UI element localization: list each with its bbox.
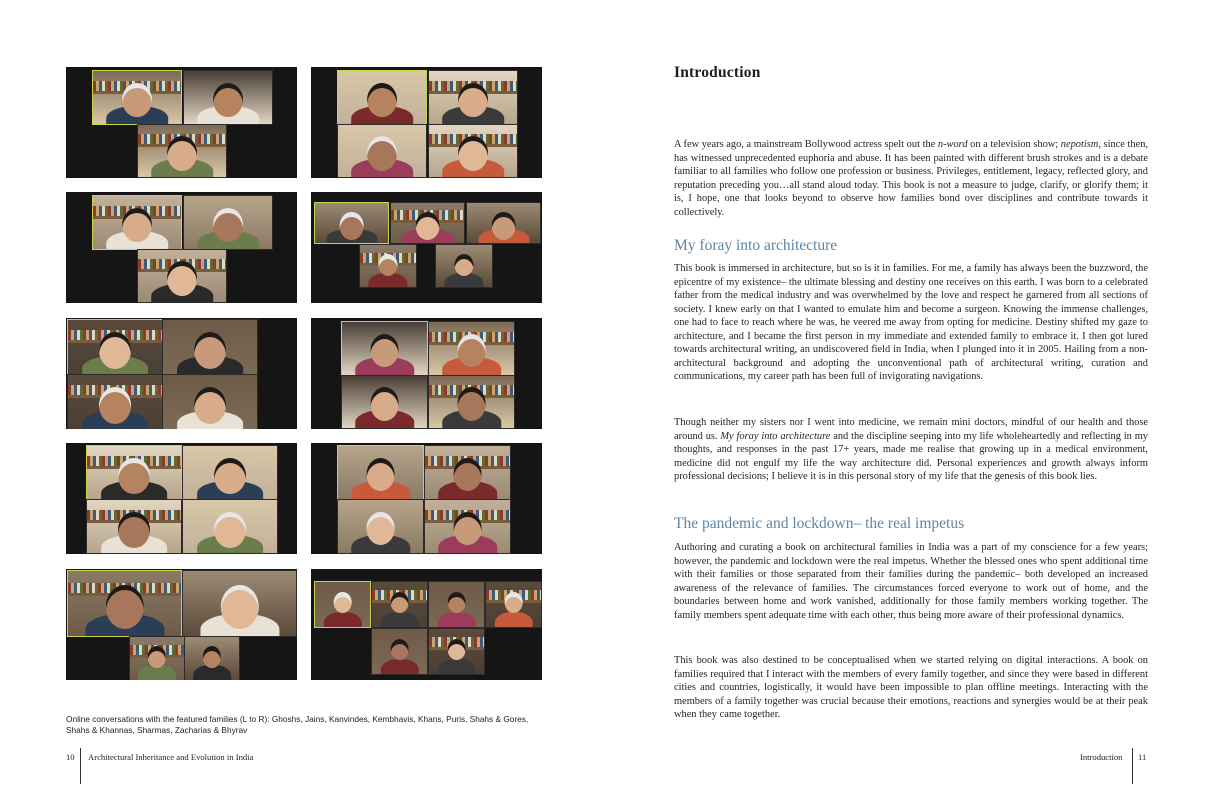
photo-caption: Online conversations with the featured families (L to R): Ghoshs, Jains, Kanvindes, Kembhavis, Khans, Puris, Shahs & Gores, Shahs & Khannas, Sharmas, Zacharias & Bhyrav (66, 714, 529, 735)
folio-title-right: Introduction (1080, 752, 1123, 762)
folio-number-left: 10 (66, 752, 75, 762)
person-head-graphic (366, 512, 395, 545)
person-body-graphic (437, 659, 476, 675)
folio-title-left: Architectural Inheritance and Evolution in India (88, 752, 254, 762)
person-body-graphic (437, 612, 476, 628)
foray-paragraph-2 (674, 416, 1148, 484)
person-head-graphic (457, 387, 486, 420)
person-head-graphic (504, 592, 523, 613)
participant-tile (182, 570, 297, 637)
participant-tile (435, 244, 493, 288)
person-head-graphic (453, 512, 482, 545)
person-head-graphic (213, 83, 243, 117)
participant-tile (67, 374, 163, 429)
person-head-graphic (458, 83, 488, 117)
person-head-graphic (118, 458, 150, 495)
participant-tile (86, 499, 182, 554)
participant-tile (314, 581, 371, 628)
person-head-graphic (447, 592, 466, 613)
participant-tile (341, 375, 428, 429)
participant-tile (337, 70, 427, 125)
page-title: Introduction (674, 64, 761, 81)
person-head-graphic (457, 334, 486, 367)
intro-text-2: on a television show; (967, 139, 1061, 150)
video-call-screenshot (66, 67, 297, 178)
person-head-graphic (367, 83, 397, 117)
participant-tile (67, 319, 163, 375)
person-head-graphic (99, 387, 131, 424)
participant-tile (92, 195, 182, 250)
person-head-graphic (333, 592, 352, 613)
folio-divider-right (1132, 748, 1133, 784)
person-head-graphic (118, 512, 150, 549)
video-call-screenshot (66, 318, 297, 429)
participant-tile (183, 195, 273, 250)
video-call-screenshot (311, 569, 542, 680)
foray2-text-2: and the discipline seeping into my life wholeheartedly and reflecting in my thoughts, and responses in the past 17+ years, made me realise that growing up in a medical environment, medicine did not engulf my life the way architecture did. Personal experiences and growth always inform professional decisions; I believe it is in this personal story of my life that the genesis of this book lies. (674, 430, 1148, 482)
person-head-graphic (194, 332, 226, 369)
participant-tile (337, 499, 424, 554)
participant-tile (466, 202, 541, 244)
participant-tile (182, 499, 278, 554)
person-head-graphic (167, 136, 197, 170)
person-head-graphic (167, 261, 197, 295)
person-head-graphic (194, 387, 226, 424)
foray2-italic: My foray into architecture (720, 430, 831, 442)
video-call-screenshot (311, 192, 542, 303)
person-body-graphic (380, 612, 419, 628)
person-head-graphic (213, 208, 243, 242)
person-body-graphic (323, 612, 362, 628)
person-head-graphic (148, 646, 166, 667)
participant-tile (67, 570, 182, 637)
intro-italic-1: n-word (937, 139, 968, 150)
video-call-screenshot (66, 192, 297, 303)
intro-text-3: , since then, has witnessed unprecedented euphoria and abuse. It has been painted with different brush strokes and is a debate familiar to all families who follow one profession or business. Privileges, entitlement, legacy, reflected glory, and reputation preceding you…all stand aloud today. This book is not a measure to judge, clarify, or glorify them; it is, I hope, one that looks beyond to observe how families bond over disciplines and contribute towards it collectively. (674, 139, 1148, 218)
participant-tile (129, 636, 185, 680)
person-head-graphic (122, 208, 152, 242)
person-head-graphic (458, 136, 488, 170)
participant-tile (182, 445, 278, 500)
participant-tile (485, 581, 542, 628)
participant-tile (428, 581, 485, 628)
person-head-graphic (214, 458, 246, 495)
person-head-graphic (390, 639, 409, 660)
participant-tile (184, 636, 240, 680)
person-head-graphic (122, 83, 152, 117)
person-body-graphic (138, 665, 176, 680)
person-body-graphic (193, 665, 231, 680)
participant-tile (162, 374, 258, 429)
participant-tile (359, 244, 417, 288)
person-head-graphic (214, 512, 246, 549)
person-head-graphic (454, 254, 473, 276)
participant-tile (162, 319, 258, 375)
person-body-graphic (380, 659, 419, 675)
participant-tile (337, 445, 424, 500)
section-heading-pandemic: The pandemic and lockdown– the real impetus (674, 515, 965, 532)
video-call-screenshot (66, 443, 297, 554)
participant-tile (183, 70, 273, 125)
video-call-screenshot (311, 443, 542, 554)
participant-tile (86, 445, 182, 500)
intro-italic-2: nepotism (1060, 139, 1099, 150)
person-head-graphic (453, 458, 482, 491)
section-heading-foray: My foray into architecture (674, 237, 838, 254)
person-head-graphic (339, 212, 364, 241)
participant-tile (390, 202, 465, 244)
person-head-graphic (370, 334, 399, 367)
person-head-graphic (366, 458, 395, 491)
video-call-screenshot (311, 318, 542, 429)
intro-text-1: A few years ago, a mainstream Bollywood actress spelt out the (674, 139, 938, 150)
foray2-text-1: Though neither my sisters nor I went into medicine, we remain mini doctors, mindful of our health and those around us. (674, 417, 1148, 442)
person-head-graphic (99, 332, 131, 369)
participant-tile (371, 628, 428, 675)
participant-tile (424, 445, 511, 500)
person-head-graphic (447, 639, 466, 660)
intro-paragraph (674, 138, 1148, 219)
person-head-graphic (367, 136, 397, 170)
person-head-graphic (370, 387, 399, 420)
participant-tile (137, 124, 227, 178)
folio-number-right: 11 (1138, 752, 1147, 762)
person-head-graphic (203, 646, 221, 667)
participant-tile (371, 581, 428, 628)
person-head-graphic (491, 212, 516, 241)
participant-tile (137, 249, 227, 303)
person-body-graphic (494, 612, 533, 628)
video-call-screenshot (66, 569, 297, 680)
foray-paragraph-1: This book is immersed in architecture, but so is it in families. For me, a family has always been the buzzword, the epicentre of my existence– the ultimate blessing and destiny one receives on this earth. I was born to a celebrated father from the medical industry and was overwhelmed by the love and respect he garnered from all sections of society. I knew early on that I wanted to emulate him and become a surgeon. Knowing the immense challenges, one had to face to reach where he was, he veered me away from opting for medicine. Destiny shifted my gaze to architecture, and I became the first person in my immediate and extended family to embrace it. I then got lured towards architectural writing, an undiscovered field in India, when I plunged into it in 2005. Hailing from a non-architectural background and adopting the unconventional path of architectural writing, curation and communications, my career path has been full of invigorating navigations. (674, 263, 1148, 382)
participant-tile (428, 375, 515, 429)
participant-tile (428, 321, 515, 376)
pandemic-paragraph-1: Authoring and curating a book on architectural families in India was a part of my conscience for a few years; however, the pandemic and lockdown were the real impetus. Whether the blessed ones who spent additional time with their families or those separated from their families during the pandemic– both developed an increased awareness of the relevance of families. The circumstances forced everyone to work out of home, and the boundaries between home and work vanished, additionally for those family members working together. The family members spent adequate time with each other, thus being more aware of their professional dynamics. (674, 542, 1148, 621)
video-call-screenshot (311, 67, 542, 178)
participant-tile (314, 202, 389, 244)
participant-tile (424, 499, 511, 554)
person-head-graphic (378, 254, 397, 276)
participant-tile (428, 628, 485, 675)
folio-divider-left (80, 748, 81, 784)
participant-tile (428, 70, 518, 125)
participant-tile (428, 124, 518, 178)
person-head-graphic (390, 592, 409, 613)
participant-tile (92, 70, 182, 125)
participant-tile (337, 124, 427, 178)
participant-tile (341, 321, 428, 376)
pandemic-paragraph-2: This book was also destined to be conceptualised when we started relying on digital interactions. A book on families required that I interact with the members of every family together, and since they were based in different cities and countries, logistically, it would have been impossible to plan offline meetings. Interacting with the members of a family together was crucial because their emotions, reactions and synergies would be at their peak when they came together. (674, 655, 1148, 720)
person-head-graphic (415, 212, 440, 241)
